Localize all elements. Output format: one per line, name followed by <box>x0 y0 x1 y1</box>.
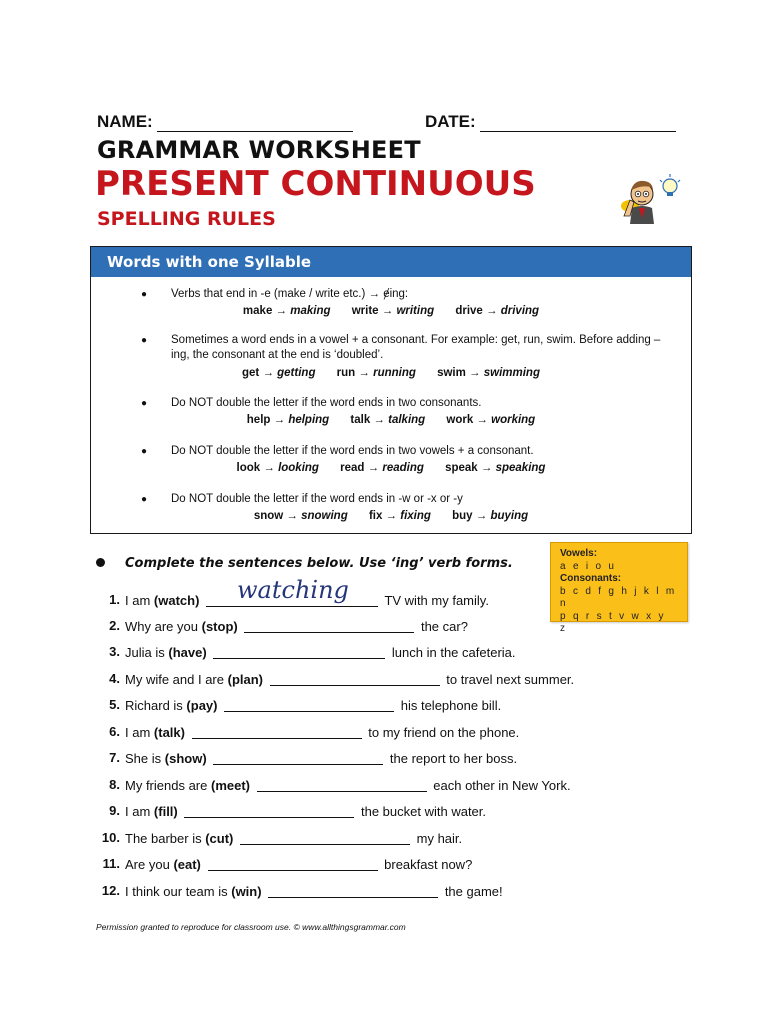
vowels-label: Vowels: <box>560 548 598 559</box>
item-number: 4. <box>109 671 120 686</box>
exercise-item <box>94 748 694 768</box>
answer-blank[interactable] <box>184 803 354 818</box>
subtopic-title: SPELLING RULES <box>97 208 276 230</box>
bullet-icon: ● <box>141 446 148 457</box>
sentence-end: my hair. <box>416 831 463 846</box>
example-pair: read → reading <box>340 462 424 474</box>
answer-blank[interactable] <box>213 644 385 659</box>
bullet-icon: ● <box>141 289 148 300</box>
example-pair: fix → fixing <box>368 510 431 522</box>
rule-item <box>91 333 691 389</box>
example-pair: write → writing <box>351 305 435 317</box>
exercise-item <box>94 695 694 715</box>
bullet-icon: ● <box>141 398 148 409</box>
date-field[interactable] <box>425 112 676 132</box>
consonants-label: Consonants: <box>560 573 622 584</box>
rule-item <box>91 492 691 532</box>
topic-title: PRESENT CONTINUOUS <box>95 164 536 204</box>
exercise-item <box>94 616 694 636</box>
exercise-item <box>94 801 694 821</box>
example-pair: drive → driving <box>455 305 540 317</box>
example-pair: buy → buying <box>452 510 529 522</box>
rules-heading: Words with one Syllable <box>91 247 691 277</box>
answer-blank[interactable] <box>208 856 378 871</box>
rule-text: Do NOT double the letter if the word ends in two consonants. <box>171 397 482 409</box>
sentence-end: the bucket with water. <box>361 804 487 819</box>
answer-blank[interactable] <box>192 724 362 739</box>
rule-examples <box>91 413 691 428</box>
sentence-end: the game! <box>444 884 503 899</box>
sentence-start: Julia is <box>125 645 165 660</box>
example-pair: make → making <box>242 305 331 317</box>
date-line[interactable] <box>480 115 676 132</box>
name-label: NAME: <box>97 112 153 131</box>
item-number: 9. <box>109 803 120 818</box>
item-number: 2. <box>109 618 120 633</box>
verb-prompt: (plan) <box>227 672 264 687</box>
exercise-item <box>94 828 694 848</box>
item-number: 6. <box>109 724 120 739</box>
exercise-item <box>94 775 694 795</box>
example-pair: speak → speaking <box>445 462 546 474</box>
item-number: 7. <box>109 750 120 765</box>
sentence-start: I am <box>125 593 151 608</box>
letters-note <box>550 542 688 634</box>
rule-text: Do NOT double the letter if the word ends in two vowels + a consonant. <box>171 445 534 457</box>
answer-blank[interactable] <box>213 750 383 765</box>
verb-prompt: (show) <box>164 751 207 766</box>
exercise-item <box>94 669 694 689</box>
sentence-start: She is <box>125 751 162 766</box>
example-pair: work → working <box>446 414 536 426</box>
item-number: 3. <box>109 644 120 659</box>
example-pair: run → running <box>336 367 416 379</box>
rule-text: Verbs that end in -e (make / write etc.) → ɇing: <box>171 288 409 300</box>
item-number: 10. <box>101 830 120 845</box>
sentence-end: the car? <box>420 619 468 634</box>
sentence-end: to my friend on the phone. <box>368 725 520 740</box>
example-pair: snow → snowing <box>253 510 348 522</box>
sentence-start: Richard is <box>125 698 183 713</box>
answer-blank[interactable] <box>240 830 410 845</box>
verb-prompt: (meet) <box>211 778 251 793</box>
sentence-start: I am <box>125 725 151 740</box>
consonants-list-1: b c d f g h j k l m n <box>560 585 677 609</box>
exercise-item <box>94 854 694 874</box>
bullet-icon: ● <box>141 494 148 505</box>
exercise-item <box>94 722 694 742</box>
item-number: 12. <box>101 883 120 898</box>
rule-text: Do NOT double the letter if the word ends in -w or -x or -y <box>171 493 463 505</box>
example-pair: talk → talking <box>350 414 426 426</box>
verb-prompt: (cut) <box>205 831 234 846</box>
verb-prompt: (watch) <box>153 593 200 608</box>
answer-blank[interactable] <box>270 671 440 686</box>
sentence-end: TV with my family. <box>384 593 489 608</box>
rule-examples <box>91 366 691 381</box>
header-row <box>97 112 697 136</box>
worksheet-title: GRAMMAR WORKSHEET <box>97 136 421 164</box>
rule-item <box>91 287 691 327</box>
vowels-list: a e i o u <box>560 560 617 572</box>
rule-examples <box>91 461 691 476</box>
footer-credit: Permission granted to reproduce for classroom use. © www.allthingsgrammar.com <box>96 922 406 932</box>
spelling-rules-box <box>90 246 692 534</box>
rule-item <box>91 444 691 484</box>
instruction-text: Complete the sentences below. Use ‘ing’ verb forms. <box>125 556 513 571</box>
sentence-end: lunch in the cafeteria. <box>391 645 516 660</box>
name-line[interactable] <box>157 115 353 132</box>
answer-blank[interactable] <box>244 618 414 633</box>
sentence-start: Are you <box>125 857 170 872</box>
example-pair: get → getting <box>242 367 316 379</box>
answer-blank[interactable] <box>257 777 427 792</box>
exercise-item <box>94 881 694 901</box>
answer-blank[interactable] <box>224 697 394 712</box>
item-number: 11. <box>102 856 120 871</box>
thinking-man-lightbulb-icon <box>612 172 682 224</box>
rule-text: Sometimes a word ends in a vowel + a consonant. For example: get, run, swim. Before adding –ing, the consonant at the end is ‘doubled’. <box>171 334 661 361</box>
sentence-end: to travel next summer. <box>446 672 575 687</box>
handwritten-answer: watching <box>237 576 349 604</box>
bullet-icon <box>96 558 105 567</box>
item-number: 8. <box>109 777 120 792</box>
item-number: 5. <box>109 697 120 712</box>
sentence-start: I think our team is <box>125 884 228 899</box>
answer-blank[interactable] <box>268 883 438 898</box>
consonants-list-2: p q r s t v w x y z <box>560 610 666 634</box>
sentence-start: My friends are <box>125 778 208 793</box>
verb-prompt: (win) <box>231 884 262 899</box>
exercise-item <box>94 642 694 662</box>
verb-prompt: (have) <box>168 645 207 660</box>
sentence-end: breakfast now? <box>384 857 473 872</box>
sentence-end: each other in New York. <box>433 778 571 793</box>
name-field[interactable] <box>97 112 353 132</box>
verb-prompt: (fill) <box>153 804 178 819</box>
example-pair: look → looking <box>236 462 319 474</box>
sentence-end: his telephone bill. <box>400 698 502 713</box>
date-label: DATE: <box>425 112 476 131</box>
verb-prompt: (eat) <box>173 857 201 872</box>
rule-examples <box>91 509 691 524</box>
example-pair: swim → swimming <box>437 367 540 379</box>
verb-prompt: (stop) <box>201 619 238 634</box>
bullet-icon: ● <box>141 335 148 346</box>
sentence-start: Why are you <box>125 619 198 634</box>
verb-prompt: (pay) <box>186 698 218 713</box>
sentence-start: I am <box>125 804 151 819</box>
verb-prompt: (talk) <box>153 725 185 740</box>
sentence-start: The barber is <box>125 831 202 846</box>
item-number: 1. <box>109 592 120 607</box>
sentence-end: the report to her boss. <box>389 751 518 766</box>
instruction <box>96 556 513 571</box>
rule-examples <box>91 304 691 319</box>
example-pair: help → helping <box>246 414 330 426</box>
sentence-start: My wife and I are <box>125 672 224 687</box>
rule-item <box>91 396 691 436</box>
